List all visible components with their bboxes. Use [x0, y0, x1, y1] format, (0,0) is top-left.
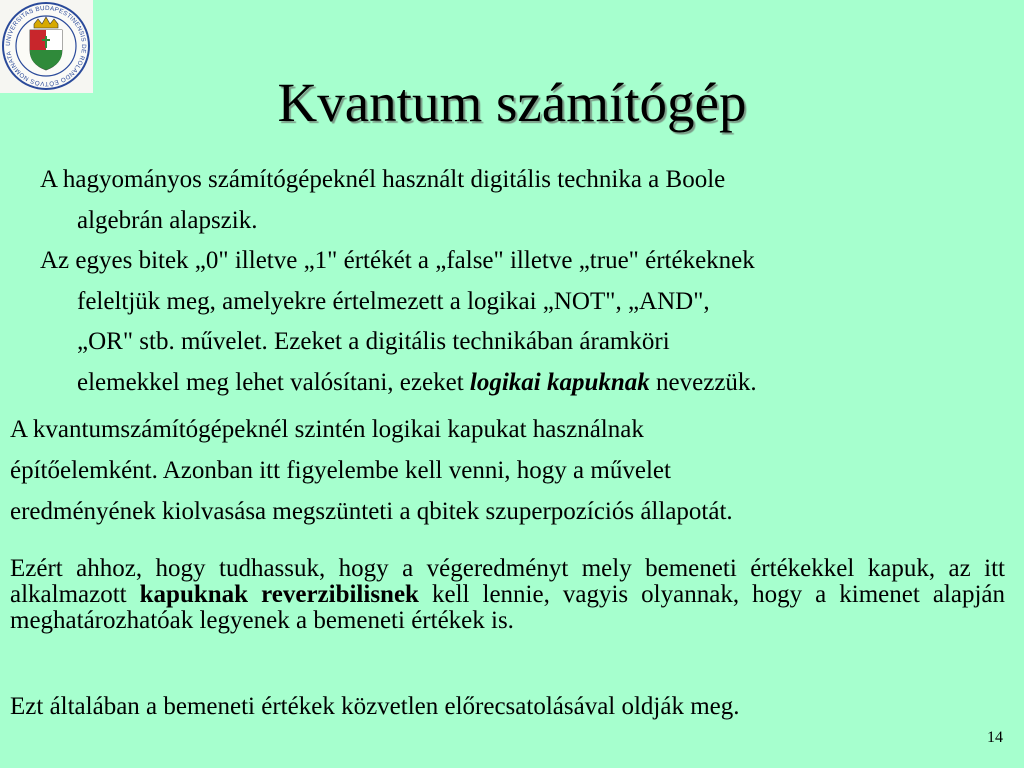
emphasis-logic-gates: logikai kapuknak — [469, 368, 650, 396]
svg-text:UNIVERSITAS BUDAPESTINENSIS DE: UNIVERSITAS BUDAPESTINENSIS DE ROLANDO EÖTVÖS NOMINATA — [4, 4, 88, 88]
paragraph-bits — [40, 241, 1020, 403]
text-run: kell lennie, vagyis olyannak, hogy a kimenet alapján meghatározhatóak legyenek a bemeneti értékek is. — [10, 581, 1005, 634]
paragraph-reversible — [10, 556, 1005, 634]
text-line — [40, 363, 1020, 404]
emphasis-reversible-gates: kapuknak reverzibilisnek — [139, 581, 419, 608]
text-run: nevezzük. — [649, 368, 757, 396]
text-line: eredményének kiolvasása megszünteti a qbitek szuperpozíciós állapotát. — [10, 498, 733, 525]
text-line: algebrán alapszik. — [77, 206, 258, 234]
text-line: feleltjük meg, amelyekre értelmezett a logikai „NOT", „AND", — [77, 287, 710, 315]
text-line: „OR" stb. művelet. Ezeket a digitális technikában áramköri — [77, 328, 670, 355]
page-number: 14 — [987, 729, 1003, 746]
paragraph-boole — [40, 160, 1020, 241]
paragraph-feedforward: Ezt általában a bemeneti értékek közvetlen előrecsatolásával oldják meg. — [10, 693, 740, 720]
text-line: A hagyományos számítógépeknél használt digitális technika a Boole — [40, 166, 726, 193]
slide-title: Kvantum számítógép — [277, 72, 747, 133]
text-line: Az egyes bitek „0" illetve „1" értékét a „false" illetve „true" értékeknek — [40, 247, 755, 274]
text-line: A kvantumszámítógépeknél szintén logikai kapukat használnak — [10, 416, 644, 443]
paragraph-quantum-gates — [10, 409, 1010, 532]
text-line: építőelemként. Azonban itt figyelembe kell venni, hogy a művelet — [10, 457, 671, 484]
text-run: Ezért ahhoz, hogy tudhassuk, hogy a végeredményt mely bemeneti értékekkel kapuk, az itt alkalmazott — [10, 555, 1005, 608]
text-run: elemekkel meg lehet valósítani, ezeket — [77, 368, 470, 396]
